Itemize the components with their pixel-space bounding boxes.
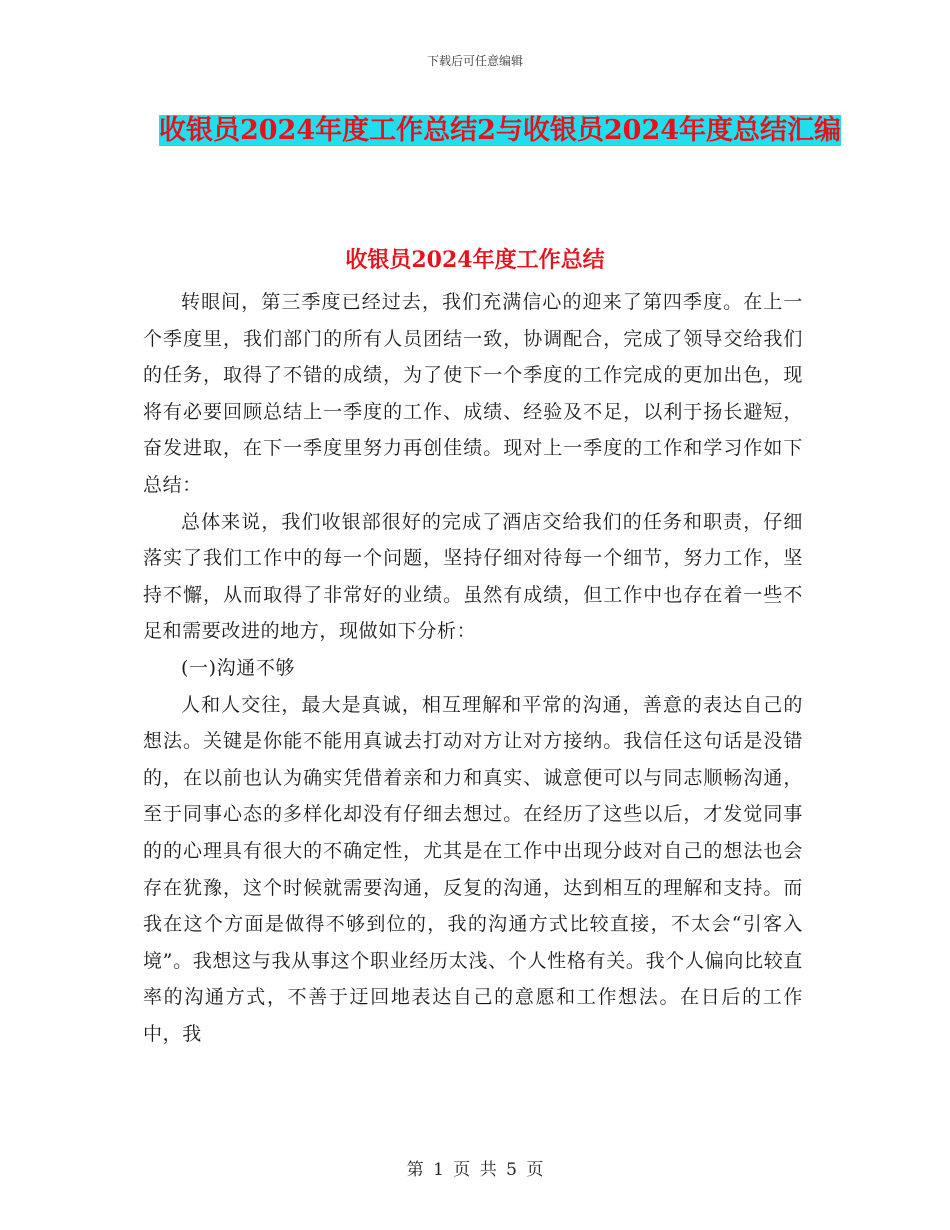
document-body — [143, 258, 803, 1052]
paragraph-overall: 总体来说，我们收银部很好的完成了酒店交给我们的任务和职责，仔细落实了我们工作中的每一个问题，坚持仔细对待每一个细节，努力工作，坚持不懈，从而取得了非常好的业绩。虽然有成绩，但工作中也存在着一些不足和需要改进的地方，现做如下分析： — [143, 510, 803, 643]
paragraph-communication: 人和人交往，最大是真诚，相互理解和平常的沟通，善意的表达自己的想法。关键是你能不能用真诚去打动对方让对方接纳。我信任这句话是没错的，在以前也认为确实凭借着亲和力和真实、诚意便可以与同志顺畅沟通，至于同事心态的多样化却没有仔细去想过。在经历了这些以后，才发觉同事的的心理具有很大的不确定性，尤其是在工作中出现分歧对自己的想法也会存在犹豫，这个时候就需要沟通，反复的沟通，达到相互的理解和支持。而我在这个方面是做得不够到位的，我的沟通方式比较直接，不太会“引客入境”。我想这与我从事这个职业经历太浅、个人性格有关。我个人偏向比较直率的沟通方式，不善于迂回地表达自己的意愿和工作想法。在日后的工作中，我 — [143, 693, 803, 1045]
document-title — [150, 108, 850, 154]
paragraph-intro: 转眼间，第三季度已经过去，我们充满信心的迎来了第四季度。在上一个季度里，我们部门的所有人员团结一致，协调配合，完成了领导交给我们的任务，取得了不错的成绩，为了使下一个季度的工作完成的更加出色，现将有必要回顾总结上一季度的工作、成绩、经验及不足，以利于扬长避短，奋发进取，在下一季度里努力再创佳绩。现对上一季度的工作和学习作如下总结： — [143, 291, 803, 496]
subheading-communication: (一)沟通不够 — [181, 656, 296, 679]
page-indicator: 第 1 页 共 5 页 — [406, 1160, 544, 1180]
section-title: 收银员2024年度工作总结 — [345, 247, 605, 273]
header-note: 下载后可任意编辑 — [426, 54, 523, 68]
document-title-text: 收银员2024年度工作总结2与收银员2024年度总结汇编 — [158, 115, 842, 146]
